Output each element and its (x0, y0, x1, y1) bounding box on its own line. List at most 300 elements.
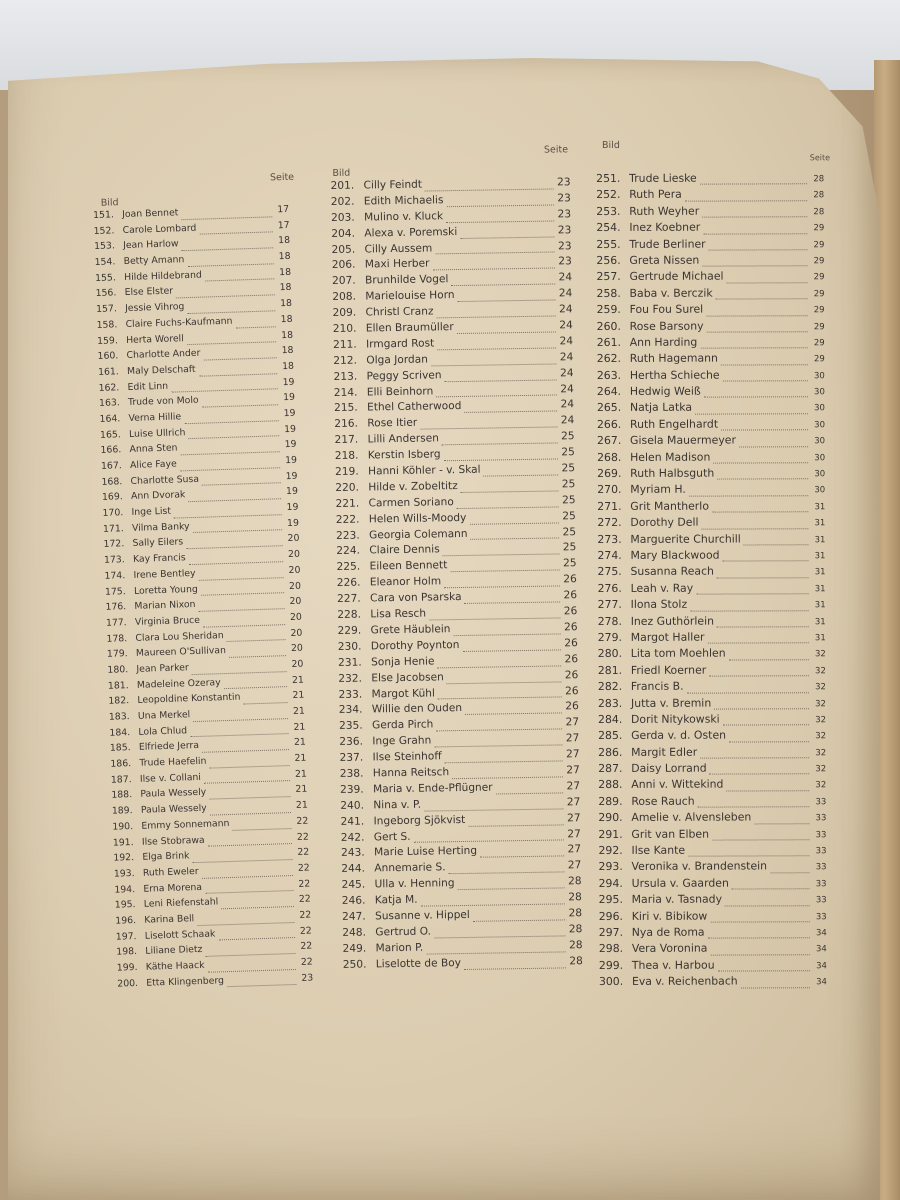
entry-page: 24 (558, 271, 573, 284)
dot-leader (244, 701, 288, 704)
entry-name: Susanne v. Hippel (374, 908, 470, 923)
dot-leader (445, 378, 557, 382)
dot-leader (206, 952, 296, 957)
entry-name: Charlotte Susa (130, 473, 200, 487)
entry-name: Else Jacobsen (371, 670, 444, 685)
entry-page: 22 (296, 831, 309, 843)
entry-name: Inez Guthörlein (630, 614, 715, 628)
entry-number: 251. (596, 171, 621, 185)
entry-number: 212. (333, 354, 358, 367)
entry-name: Liselotte de Boy (375, 956, 462, 971)
index-entry (596, 204, 824, 221)
entry-name: Gerda Pirch (371, 718, 434, 732)
entry-number: 279. (597, 630, 623, 644)
entry-name: Inge Grahn (372, 734, 432, 748)
entry-name: Loretta Young (133, 583, 198, 597)
entry-page: 28 (813, 206, 825, 218)
entry-name: Liliane Dietz (145, 944, 203, 958)
index-entry (597, 466, 825, 483)
dot-leader (723, 560, 809, 562)
entry-page: 29 (813, 239, 825, 250)
dot-leader (199, 607, 285, 612)
entry-number: 185. (109, 742, 131, 755)
entry-name: Rose Barsony (629, 319, 704, 333)
dot-leader (202, 748, 289, 753)
entry-name: Edit Linn (127, 380, 169, 393)
entry-number: 180. (107, 664, 129, 676)
entry-number: 177. (105, 617, 127, 629)
entry-page: 33 (815, 895, 827, 906)
index-entry (597, 335, 825, 352)
entry-number: 181. (107, 679, 129, 692)
entry-name: Sally Eilers (132, 536, 184, 550)
index-entry (596, 171, 824, 188)
entry-name: Maria v. Ende-Pflügner (372, 781, 493, 796)
dot-leader (739, 445, 808, 447)
dot-leader (770, 871, 809, 873)
index-entry (597, 286, 825, 303)
entry-page: 34 (815, 944, 827, 955)
entry-number: 205. (331, 243, 356, 256)
dot-leader (700, 347, 807, 349)
dot-leader (704, 396, 808, 398)
entry-name: Leopoldine Konstantin (137, 691, 241, 707)
index-entry (597, 384, 825, 401)
bild-heading: Bild (601, 139, 620, 151)
entry-number: 257. (596, 270, 621, 284)
index-entry (598, 745, 826, 762)
dot-leader (434, 934, 565, 938)
index-entry (598, 679, 826, 696)
entry-number: 158. (96, 319, 118, 331)
entry-number: 221. (335, 497, 360, 510)
entry-name: Helen Wills-Moody (368, 511, 467, 526)
entry-page: 23 (557, 223, 572, 237)
entry-number: 245. (341, 878, 366, 892)
entry-page: 20 (288, 580, 302, 592)
entry-name: Cilly Aussem (364, 241, 433, 256)
entry-name: Anni v. Wittekind (631, 778, 724, 792)
entry-number: 200. (117, 977, 139, 990)
entry-number: 241. (340, 815, 365, 828)
entry-name: Dorothy Poynton (370, 638, 460, 653)
entry-name: Rose Itier (367, 417, 418, 430)
entry-number: 234. (338, 703, 363, 717)
entry-page: 33 (815, 846, 827, 857)
entry-number: 208. (332, 290, 357, 304)
entry-page: 22 (297, 846, 310, 859)
entry-name: Christl Cranz (365, 305, 434, 319)
entry-name: Paula Wessely (140, 802, 207, 816)
entry-page: 23 (301, 972, 314, 984)
entry-number: 262. (596, 352, 622, 366)
entry-page: 20 (291, 658, 304, 670)
entry-name: Una Merkel (137, 709, 191, 722)
entry-page: 21 (294, 752, 307, 764)
entry-name: Ellen Braumüller (365, 321, 454, 335)
dot-leader (688, 855, 809, 857)
dot-leader (203, 623, 285, 628)
index-entry (598, 581, 826, 598)
entry-number: 195. (114, 899, 136, 911)
dot-leader (452, 283, 556, 287)
dot-leader (712, 838, 809, 840)
entry-name: Greta Nissen (629, 253, 700, 267)
entry-number: 268. (597, 450, 622, 464)
index-entry (597, 532, 825, 549)
entry-number: 178. (106, 632, 128, 645)
entry-name: Alexa v. Poremski (364, 225, 458, 240)
entry-name: Grit van Elben (631, 827, 710, 841)
entry-name: Hertha Schieche (629, 368, 720, 382)
entry-page: 21 (293, 736, 307, 749)
dot-leader (193, 529, 282, 534)
dot-leader (465, 410, 558, 413)
dot-leader (450, 569, 559, 573)
entry-page: 22 (299, 925, 312, 937)
dot-leader (709, 248, 808, 250)
entry-number: 222. (335, 513, 360, 526)
dot-leader (690, 609, 808, 611)
entry-number: 266. (596, 417, 622, 431)
entry-name: Hilde v. Zobeltitz (368, 479, 458, 494)
dot-leader (205, 889, 293, 894)
entry-name: Ilse Steinhoff (372, 750, 442, 764)
entry-number: 189. (111, 805, 133, 817)
entry-name: Hilde Hildebrand (123, 269, 203, 283)
entry-page: 32 (815, 682, 826, 693)
index-entry (598, 696, 826, 713)
entry-name: Ann Dvorak (130, 489, 186, 503)
entry-name: Ilona Stolz (630, 597, 688, 612)
entry-number: 227. (336, 592, 361, 606)
entry-name: Else Elster (124, 285, 174, 299)
entry-number: 249. (342, 942, 367, 955)
entry-number: 273. (597, 532, 622, 546)
entry-number: 272. (597, 516, 622, 530)
entry-number: 196. (115, 914, 137, 927)
index-entry (597, 548, 825, 565)
entry-page: 25 (562, 541, 577, 554)
entry-number: 243. (340, 846, 365, 860)
entry-name: Ruth Eweler (142, 865, 199, 879)
entry-number: 220. (335, 481, 360, 494)
entry-number: 293. (598, 860, 623, 874)
entry-name: Ruth Weyher (629, 204, 700, 218)
dot-leader (424, 807, 563, 811)
dot-leader (706, 314, 807, 316)
entry-number: 199. (116, 961, 138, 974)
entry-number: 176. (105, 601, 127, 613)
entry-page: 20 (287, 533, 300, 545)
entry-name: Margot Haller (630, 630, 705, 644)
entry-number: 235. (338, 719, 363, 733)
entry-page: 27 (566, 764, 580, 777)
dot-leader (700, 756, 809, 758)
seite-heading: Seite (809, 153, 831, 163)
index-entry (597, 433, 825, 450)
entry-name: Verna Hillie (128, 411, 182, 424)
entry-page: 29 (813, 256, 825, 267)
entry-number: 256. (596, 253, 621, 267)
entry-name: Carmen Soriano (368, 495, 454, 510)
dot-leader (192, 670, 287, 675)
dot-leader (431, 362, 556, 366)
entry-page: 28 (568, 907, 583, 920)
entry-name: Sonja Henie (370, 655, 435, 669)
dot-leader (176, 293, 275, 298)
entry-number: 161. (97, 366, 119, 378)
entry-name: Maria v. Tasnady (631, 892, 723, 907)
dot-leader (438, 696, 562, 700)
entry-page: 21 (291, 674, 305, 686)
entry-name: Ilse Kante (631, 843, 686, 857)
entry-number: 192. (113, 852, 135, 864)
dot-leader (189, 435, 280, 440)
entry-number: 216. (334, 417, 359, 431)
dot-leader (700, 183, 807, 185)
index-entry (597, 401, 825, 418)
dot-leader (741, 986, 810, 988)
entry-page: 31 (814, 616, 826, 627)
dot-leader (447, 680, 562, 684)
entry-number: 190. (112, 820, 134, 833)
entry-page: 26 (564, 636, 578, 650)
entry-name: Ilse v. Collani (139, 771, 202, 785)
entry-name: Marguerite Churchill (630, 532, 741, 546)
entry-name: Mary Blackwood (630, 548, 720, 562)
entry-page: 32 (815, 715, 827, 726)
entry-name: Gerda v. d. Osten (631, 728, 727, 743)
entry-name: Eleanor Holm (369, 575, 442, 589)
entry-name: Emmy Sonnemann (141, 817, 230, 832)
entry-number: 201. (330, 179, 355, 192)
entry-page: 27 (567, 843, 582, 856)
entry-name: Herta Worell (125, 332, 184, 346)
entry-name: Anna Sten (129, 442, 178, 456)
dot-leader (457, 505, 559, 509)
bild-heading: Bild (100, 197, 119, 209)
entry-page: 23 (558, 255, 572, 268)
index-entry (598, 827, 826, 844)
index-entry (597, 515, 825, 532)
entry-name: Maureen O'Sullivan (135, 645, 227, 660)
entry-number: 237. (339, 751, 364, 764)
entry-number: 164. (99, 413, 121, 425)
entry-number: 160. (97, 350, 119, 363)
entry-number: 296. (598, 909, 623, 923)
entry-page: 33 (815, 797, 827, 808)
entry-number: 250. (342, 958, 367, 971)
entry-page: 34 (816, 960, 827, 971)
entry-number: 198. (116, 946, 138, 958)
entry-name: Virginia Bruce (134, 614, 201, 628)
entry-name: Irene Bentley (133, 567, 196, 581)
entry-page: 32 (814, 649, 826, 660)
dot-leader (707, 330, 808, 332)
index-column-3 (596, 139, 831, 991)
dot-leader (717, 478, 808, 480)
entry-page: 22 (297, 862, 310, 874)
dot-leader (438, 664, 562, 668)
dot-leader (754, 822, 809, 824)
entry-name: Ilse Stobrawa (141, 834, 205, 848)
entry-number: 188. (111, 789, 133, 802)
dot-leader (227, 983, 296, 987)
index-entry (599, 892, 827, 909)
column-heading (596, 139, 831, 172)
index-entry (598, 597, 826, 614)
entry-name: Helen Madison (630, 450, 711, 464)
dot-leader (443, 553, 560, 557)
entry-name: Eva v. Reichenbach (631, 974, 738, 989)
index-entry (597, 483, 825, 500)
entry-page: 26 (564, 652, 579, 666)
entry-page: 18 (280, 313, 293, 325)
dot-leader (457, 330, 556, 334)
entry-name: Inez Koebner (629, 220, 701, 235)
entry-name: Cilly Feindt (363, 178, 423, 192)
entry-name: Trude Haefelin (139, 755, 207, 769)
entry-page: 21 (295, 799, 308, 812)
entry-page: 18 (281, 344, 294, 357)
dot-leader (210, 811, 291, 816)
dot-leader (437, 314, 556, 318)
entry-page: 20 (289, 595, 302, 608)
entry-page: 27 (567, 859, 582, 872)
entry-name: Vilma Banky (131, 520, 190, 534)
entry-number: 197. (115, 930, 137, 943)
entry-number: 269. (597, 466, 622, 481)
entry-page: 32 (815, 698, 826, 709)
dot-leader (433, 267, 555, 271)
entry-page: 33 (815, 911, 827, 922)
dot-leader (462, 648, 560, 652)
dot-leader (496, 791, 563, 794)
entry-number: 287. (598, 761, 623, 776)
entry-list (93, 204, 314, 994)
entry-page: 34 (816, 977, 827, 988)
entry-number: 270. (597, 483, 622, 497)
entry-number: 281. (597, 663, 623, 677)
entry-name: Charlotte Ander (126, 347, 201, 362)
entry-number: 238. (339, 767, 364, 780)
entry-number: 248. (342, 926, 367, 939)
entry-name: Myriam H. (630, 483, 686, 497)
dot-leader (204, 356, 277, 360)
entry-number: 209. (332, 306, 357, 320)
entry-page: 29 (813, 223, 825, 234)
entry-number: 202. (330, 195, 355, 208)
entry-page: 19 (283, 423, 297, 435)
dot-leader (208, 968, 296, 973)
entry-page: 24 (559, 319, 573, 332)
dot-leader (454, 632, 561, 636)
entry-page: 23 (556, 176, 571, 189)
dot-leader (445, 759, 563, 763)
entry-page: 25 (562, 509, 576, 523)
dot-leader (465, 712, 562, 716)
entry-page: 31 (814, 551, 826, 562)
dot-leader (473, 918, 565, 921)
entry-name: Luise Ullrich (128, 426, 186, 440)
entry-page: 22 (300, 956, 313, 968)
entry-name: Katja M. (374, 893, 418, 907)
entry-number: 255. (596, 237, 621, 251)
entry-number: 204. (331, 227, 356, 240)
entry-number: 300. (598, 975, 624, 989)
entry-name: Dorothy Dell (630, 515, 699, 530)
entry-name: Paula Wessely (140, 787, 207, 801)
entry-name: Fou Fou Surel (629, 302, 704, 317)
entry-page: 27 (566, 779, 581, 793)
index-entry (596, 220, 824, 237)
index-entry (598, 794, 826, 811)
entry-name: Nya de Roma (631, 925, 705, 939)
index-entry (597, 417, 825, 434)
entry-number: 254. (596, 221, 621, 235)
entry-page: 25 (562, 557, 577, 570)
dot-leader (187, 340, 276, 345)
entry-number: 215. (333, 402, 358, 415)
entry-number: 156. (95, 287, 117, 300)
dot-leader (227, 638, 286, 642)
entry-page: 24 (559, 335, 574, 348)
entry-number: 229. (337, 624, 362, 637)
entry-name: Amelie v. Alvensleben (631, 810, 752, 825)
index-entry (596, 237, 824, 254)
dot-leader (193, 717, 288, 722)
entry-number: 210. (332, 322, 357, 335)
entry-page: 20 (290, 627, 303, 639)
entry-number: 175. (104, 585, 126, 598)
entry-number: 163. (98, 397, 120, 410)
entry-name: Marion P. (375, 941, 424, 955)
dot-leader (444, 585, 560, 589)
entry-number: 278. (597, 614, 622, 628)
index-entry (598, 712, 826, 729)
entry-page: 19 (285, 470, 298, 482)
entry-number: 159. (96, 334, 118, 347)
dot-leader (236, 325, 276, 328)
index-entry (599, 909, 827, 926)
entry-name: Marie Luise Herting (373, 845, 478, 859)
entry-name: Natja Latka (629, 401, 693, 415)
entry-name: Ursula v. Gaarden (631, 876, 729, 890)
entry-number: 288. (598, 778, 623, 792)
dot-leader (190, 732, 288, 737)
entry-name: Etta Klingenberg (146, 974, 225, 989)
entry-number: 284. (597, 712, 623, 726)
entry-name: Trude Lieske (629, 171, 697, 185)
entry-name: Ruth Engelhardt (629, 417, 719, 431)
dot-leader (725, 904, 810, 906)
index-entry (598, 647, 826, 664)
entry-page: 34 (815, 928, 827, 939)
entry-name: Leah v. Ray (630, 581, 694, 595)
entry-number: 240. (340, 799, 365, 812)
dot-leader (202, 403, 278, 407)
entry-number: 233. (338, 688, 363, 701)
entry-name: Baba v. Berczik (629, 286, 713, 300)
index-entry (597, 565, 825, 582)
entry-number: 244. (341, 862, 366, 876)
index-entry (597, 368, 825, 385)
entry-number: 260. (596, 319, 621, 333)
entry-name: Kiri v. Bibikow (631, 909, 708, 923)
dot-leader (181, 450, 280, 455)
entry-number: 275. (597, 565, 622, 579)
